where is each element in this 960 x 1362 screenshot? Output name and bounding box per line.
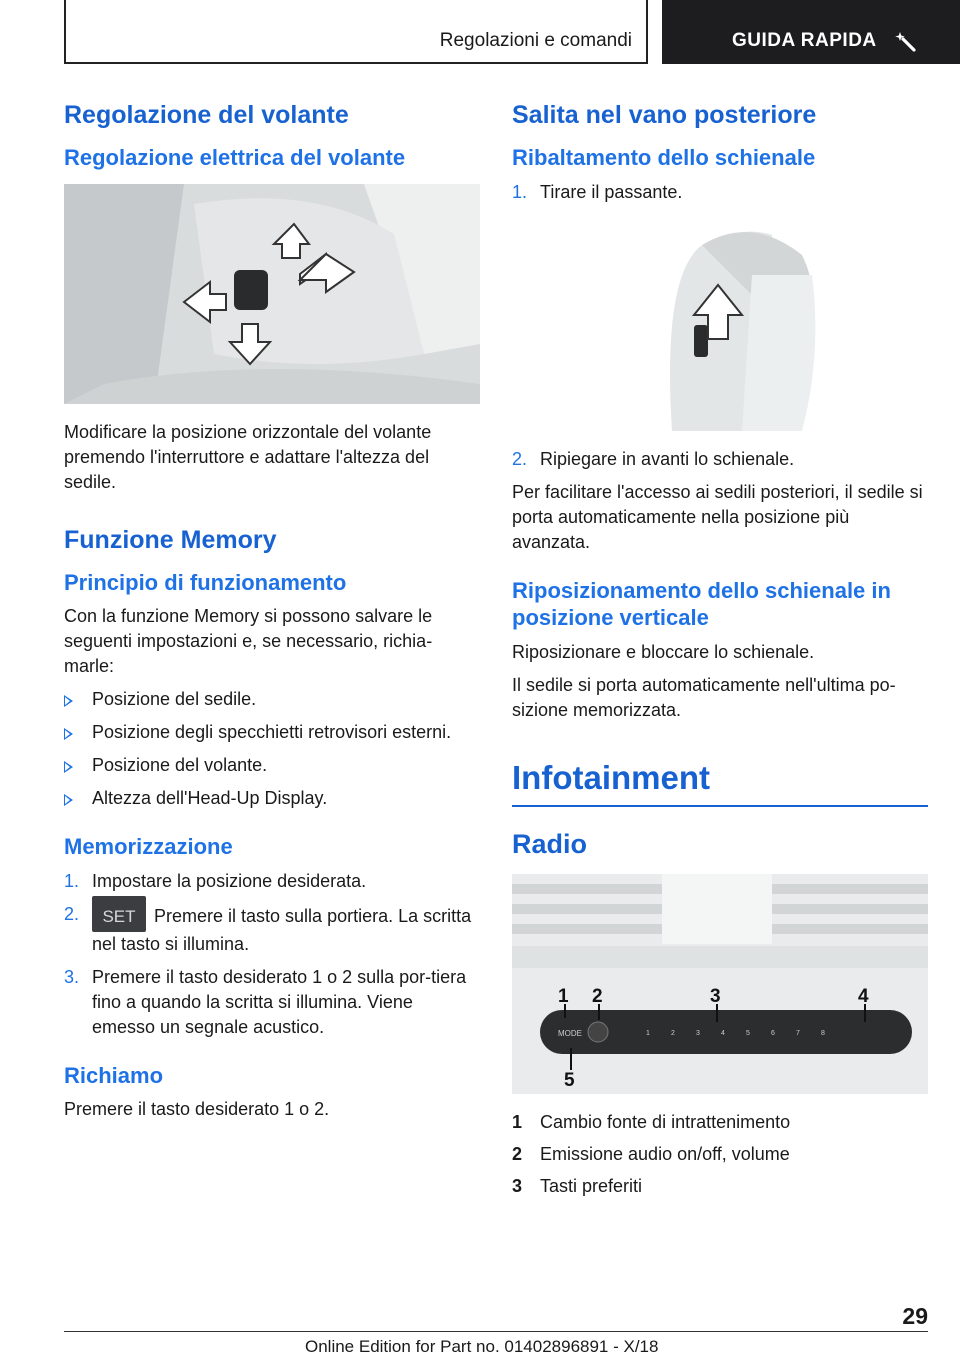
radio-callout-4: 4 <box>858 985 869 1007</box>
radio-preset-8: 8 <box>821 1029 825 1037</box>
page-number: 29 <box>902 1303 928 1329</box>
upright-description-2: Il sedile si porta automaticamente nell'ultima po-sizione memorizzata. <box>512 674 896 720</box>
list-item: Posizione del sedile. <box>64 687 480 712</box>
upright-description-1: Riposizionare e bloccare lo schienale. <box>512 641 815 662</box>
list-item: 3. Premere il tasto desiderato 1 o 2 sulla por-tiera fino a quando la scritta si illumina. Viene emesso un segnale acustico. <box>64 966 467 1037</box>
list-item: Altezza dell'Head-Up Display. <box>64 786 480 811</box>
heading-storage: Memorizzazione <box>64 834 233 859</box>
fold-description: Per facilitare l'accesso ai sedili posteriori, il sedile si porta automaticamente nella posizione più avanzata. <box>512 481 923 552</box>
triangle-bullet-icon <box>64 695 73 707</box>
set-button-image: SET <box>92 896 146 932</box>
heading-radio: Radio <box>512 828 588 859</box>
memory-items-list <box>64 687 480 811</box>
triangle-bullet-icon <box>64 761 73 773</box>
fold-steps-list-2 <box>512 447 928 472</box>
radio-panel-image <box>512 874 928 1094</box>
steering-description: Modificare la posizione orizzontale del volante premendo l'interruttore e adattare l'altezza del sedile. <box>64 421 432 492</box>
recall-description: Premere il tasto desiderato 1 o 2. <box>64 1099 330 1119</box>
heading-infotainment: Infotainment <box>512 759 928 807</box>
heading-fold-backrest: Ribaltamento dello schienale <box>512 145 816 170</box>
list-item: 1 Cambio fonte di intrattenimento <box>512 1111 791 1132</box>
fold-steps-list-1 <box>512 180 928 205</box>
radio-preset-6: 6 <box>771 1029 775 1037</box>
heading-steering-electric: Regolazione elettrica del volante <box>64 145 406 170</box>
storage-steps-list <box>64 869 480 1040</box>
heading-recall: Richiamo <box>64 1062 164 1088</box>
list-item: 3 Tasti preferiti <box>512 1175 643 1196</box>
radio-callout-3: 3 <box>710 985 721 1007</box>
triangle-bullet-icon <box>64 728 73 740</box>
list-item: 2. SET Premere il tasto sulla portiera. La scritta nel tasto si illumina. <box>64 902 480 957</box>
footer-edition: Online Edition for Part no. 01402896891 - X/18 <box>305 1337 659 1356</box>
heading-steering: Regolazione del volante <box>64 101 349 129</box>
header-quick-guide-label: GUIDA RAPIDA <box>732 30 877 51</box>
radio-mode-button: MODE <box>558 1028 582 1038</box>
radio-preset-7: 7 <box>796 1029 800 1037</box>
triangle-bullet-icon <box>64 794 73 806</box>
header-section-box <box>64 0 648 64</box>
radio-callout-5: 5 <box>564 1069 575 1091</box>
radio-preset-4: 4 <box>721 1029 725 1037</box>
steering-adjust-image <box>64 184 480 404</box>
radio-preset-1: 1 <box>646 1029 650 1037</box>
heading-rear-access: Salita nel vano posteriore <box>512 101 817 129</box>
radio-preset-2: 2 <box>671 1029 675 1037</box>
left-column <box>64 100 480 1130</box>
radio-legend-list <box>512 1110 928 1199</box>
radio-callout-2: 2 <box>592 985 603 1007</box>
seat-backrest-image <box>512 215 928 431</box>
right-column <box>512 100 928 1206</box>
heading-upright: Riposizionamento dello schienale in posizione verticale <box>512 577 891 630</box>
heading-memory: Funzione Memory <box>64 525 277 554</box>
radio-preset-3: 3 <box>696 1029 700 1037</box>
list-item: 1. Tirare il passante. <box>512 181 683 202</box>
list-item: 2 Emissione audio on/off, volume <box>512 1143 790 1164</box>
radio-callout-1: 1 <box>558 985 569 1007</box>
header-section-title: Regolazioni e comandi <box>439 30 632 51</box>
principle-description: Con la funzione Memory si possono salvare le seguenti impostazioni e, se necessario, richia-marle: <box>64 606 433 676</box>
radio-preset-5: 5 <box>746 1029 750 1037</box>
list-item: Posizione degli specchietti retrovisori esterni. <box>64 720 480 745</box>
list-item: 2. Ripiegare in avanti lo schienale. <box>512 448 795 469</box>
list-item: 1. Impostare la posizione desiderata. <box>64 870 367 891</box>
heading-principle: Principio di funzionamento <box>64 569 347 595</box>
star-wand-icon <box>894 28 920 54</box>
header-quick-guide-box <box>662 0 960 64</box>
list-item: Posizione del volante. <box>64 753 480 778</box>
footer-divider <box>64 1331 928 1332</box>
